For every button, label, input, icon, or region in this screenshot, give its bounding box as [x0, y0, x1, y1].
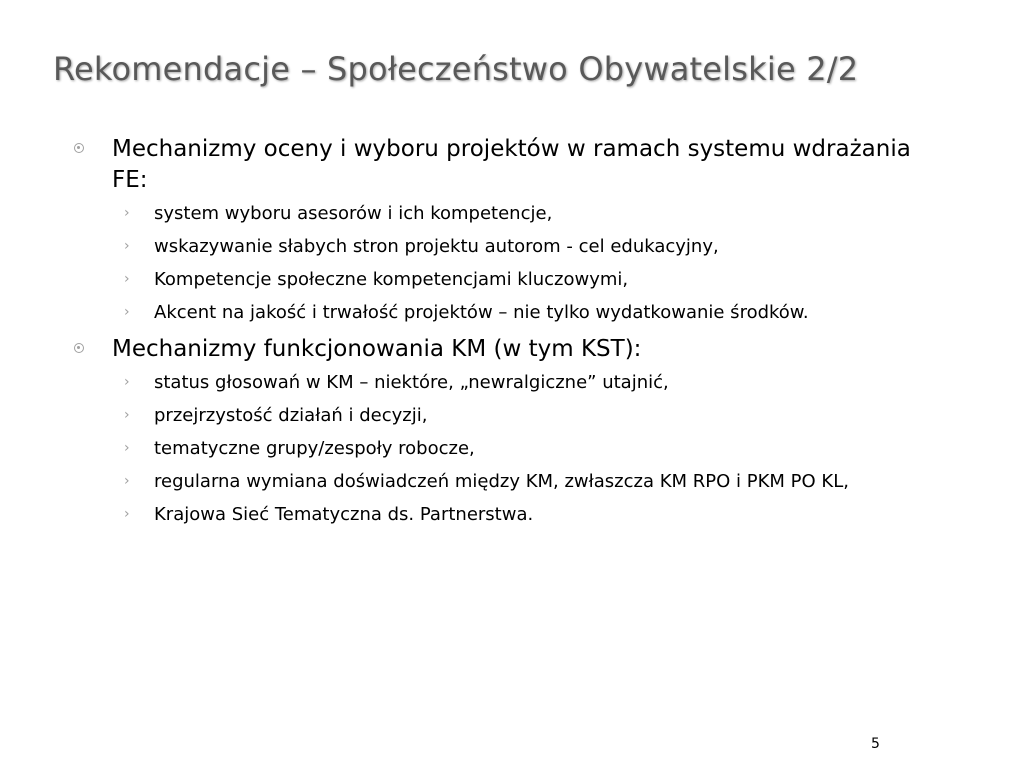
section-1-sublist — [72, 202, 952, 324]
list-item — [72, 301, 952, 324]
chevron-bullet-icon: › — [124, 238, 130, 254]
list-item-text: system wyboru asesorów i ich kompetencje, — [154, 203, 553, 224]
chevron-bullet-icon: › — [124, 440, 130, 456]
section-2-sublist — [72, 371, 952, 526]
list-item-text: status głosowań w KM – niektóre, „newralgiczne” utajnić, — [154, 372, 669, 393]
bullet-section-2 — [72, 334, 952, 365]
list-item-text: przejrzystość działań i decyzji, — [154, 405, 428, 426]
list-item — [72, 470, 952, 493]
chevron-bullet-icon: › — [124, 374, 130, 390]
list-item-text: Akcent na jakość i trwałość projektów – nie tylko wydatkowanie środków. — [154, 302, 809, 323]
chevron-bullet-icon: › — [124, 506, 130, 522]
circle-bullet-icon — [74, 143, 84, 153]
list-item — [72, 371, 952, 394]
list-item-text: tematyczne grupy/zespoły robocze, — [154, 438, 475, 459]
chevron-bullet-icon: › — [124, 304, 130, 320]
chevron-bullet-icon: › — [124, 407, 130, 423]
list-item-text: regularna wymiana doświadczeń między KM, zwłaszcza KM RPO i PKM PO KL, — [154, 471, 849, 492]
list-item — [72, 503, 952, 526]
chevron-bullet-icon: › — [124, 473, 130, 489]
list-item — [72, 437, 952, 460]
list-item-text: Krajowa Sieć Tematyczna ds. Partnerstwa. — [154, 504, 534, 525]
chevron-bullet-icon: › — [124, 271, 130, 287]
slide-content — [72, 134, 952, 536]
circle-bullet-icon — [74, 343, 84, 353]
list-item — [72, 202, 952, 225]
list-item — [72, 235, 952, 258]
slide-title: Rekomendacje – Społeczeństwo Obywatelskie 2/2 — [53, 50, 859, 88]
section-2-heading: Mechanizmy funkcjonowania KM (w tym KST): — [112, 336, 642, 362]
list-item-text: Kompetencje społeczne kompetencjami kluczowymi, — [154, 269, 629, 290]
chevron-bullet-icon: › — [124, 205, 130, 221]
section-1-heading: Mechanizmy oceny i wyboru projektów w ramach systemu wdrażania FE: — [112, 136, 911, 193]
page-number: 5 — [871, 736, 880, 752]
list-item — [72, 268, 952, 291]
list-item-text: wskazywanie słabych stron projektu autorom - cel edukacyjny, — [154, 236, 719, 257]
bullet-section-1 — [72, 134, 952, 196]
list-item — [72, 404, 952, 427]
